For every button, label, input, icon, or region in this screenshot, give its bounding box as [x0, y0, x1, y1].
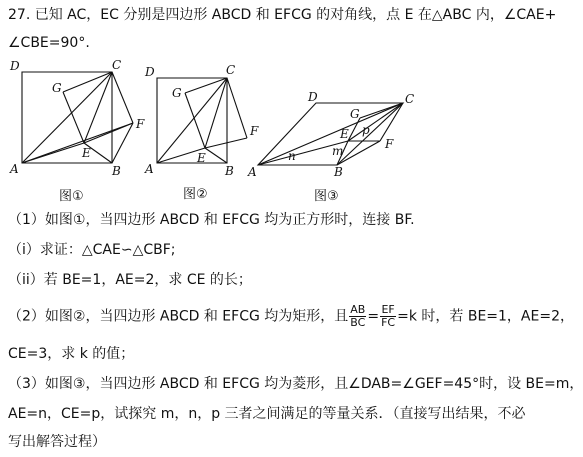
figure-1-diagram [0, 52, 160, 177]
fig2-label-D: D [145, 65, 155, 79]
fig1-label-F: F [136, 117, 145, 131]
part3-line-2: AE=n，CE=p，试探究 m，n，p 三者之间满足的等量关系．（直接写出结果，不必 [8, 406, 526, 422]
problem-line-1: 27. 已知 AC，EC 分别是四边形 ABCD 和 EFCG 的对角线，点 E 在△ABC 内，∠CAE+ [8, 7, 557, 23]
fraction-ab-bc-numerator: AB [350, 303, 366, 316]
equals-sign: = [367, 308, 380, 325]
fraction-ab-bc-denominator: BC [350, 316, 366, 329]
fig1-label-E: E [82, 146, 91, 160]
part3-line-3: 写出解答过程） [8, 434, 106, 450]
fig1-label-A: A [10, 162, 19, 176]
fig3-label-A: A [248, 165, 257, 179]
fig2-label-C: C [226, 63, 236, 77]
fig2-label-A: A [145, 162, 154, 176]
fig2-label-G: G [172, 86, 182, 100]
part1-text: （1）如图①，当四边形 ABCD 和 EFCG 均为正方形时，连接 BF. [8, 212, 415, 228]
fig2-label-F: F [250, 124, 259, 138]
fig1-label-B: B [112, 164, 121, 178]
fig2-label-E: E [197, 151, 206, 165]
fig3-label-n: n [288, 149, 296, 163]
fig3-label-p: p [362, 123, 370, 137]
fig3-label-E: E [340, 127, 349, 141]
part1-ii-text: （ii）若 BE=1，AE=2，求 CE 的长； [8, 272, 252, 288]
fig2-caption: 图② [183, 187, 208, 202]
fraction-ef-fc-denominator: FC [381, 316, 396, 329]
fig3-label-B: B [334, 165, 343, 179]
part2-suffix: =k 时，若 BE=1，AE=2， [397, 308, 574, 325]
fig3-caption: 图③ [314, 189, 339, 204]
problem-line-2: ∠CBE=90°. [8, 35, 90, 51]
fraction-ef-fc-numerator: EF [381, 303, 395, 316]
part2-prefix: （2）如图②，当四边形 ABCD 和 EFCG 均为矩形，且 [8, 308, 349, 325]
fig3-label-G: G [350, 107, 360, 121]
figures [0, 52, 567, 202]
fig2-label-B: B [225, 164, 234, 178]
part3-line-1: （3）如图③，当四边形 ABCD 和 EFCG 均为菱形，且∠DAB=∠GEF=45°时，设 BE=m， [8, 376, 583, 392]
part1-i-text: （i）求证：△CAE∽△CBF; [8, 242, 176, 258]
part2-line-1 [8, 304, 574, 329]
figure-3-diagram [250, 52, 420, 177]
part2-line-2: CE=3，求 k 的值； [8, 346, 135, 362]
fraction-ef-fc [380, 304, 396, 329]
fraction-ab-bc [349, 304, 366, 329]
fig3-label-F: F [385, 137, 394, 151]
fig1-caption: 图① [59, 189, 84, 204]
fig1-label-D: D [10, 59, 20, 73]
fig3-label-C: C [405, 92, 415, 106]
fig3-label-D: D [308, 90, 318, 104]
fig1-label-C: C [112, 58, 122, 72]
fig3-label-m: m [332, 144, 344, 158]
fig1-label-G: G [52, 81, 62, 95]
